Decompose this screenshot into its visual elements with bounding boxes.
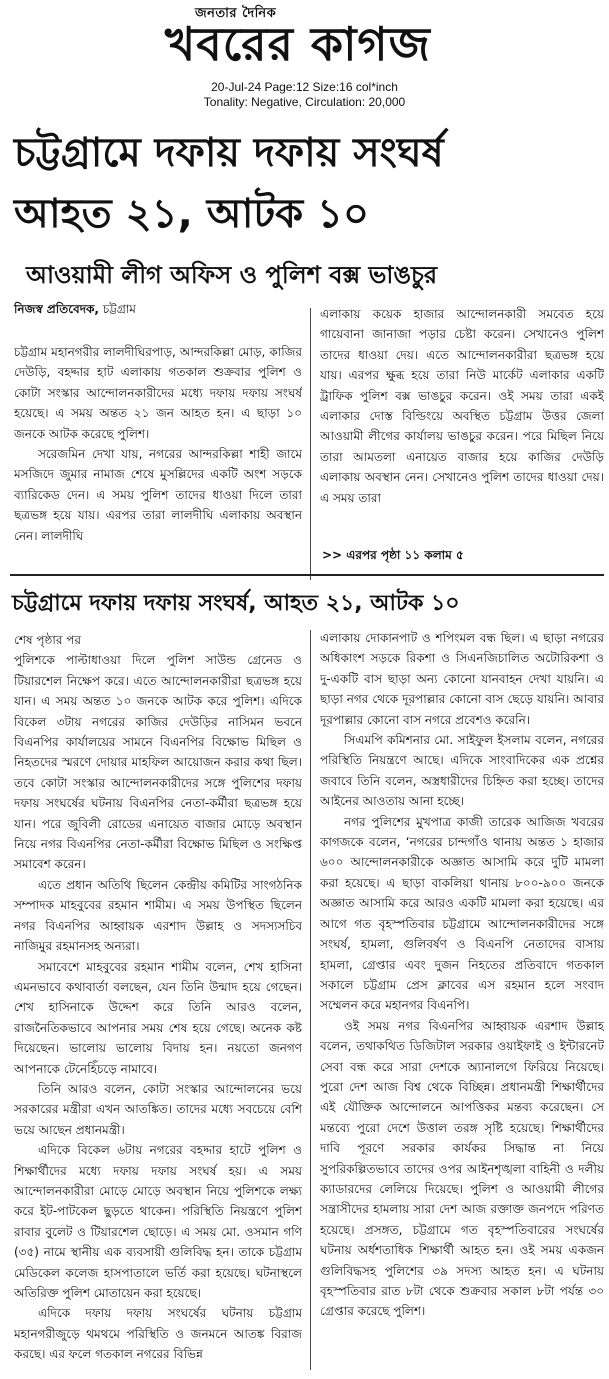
paragraph: পুলিশকে পাল্টাধাওয়া দিলে পুলিশ সাউন্ড গ্রেনেড ও টিয়ারশেল নিক্ষেপ করে। এতে আন্দোলনকারীরা ছত্রভঙ্গ হয়ে যান। এ সময় অন্তত ১০ জনকে আটক করে পুলিশ। এদিকে বিকেল ৩টায় নগরের কাজির দেউড়ির নাসিমন ভবনে বিএনপির কার্যালয়ের সামনে বিএনপির বিক্ষোভ মিছিল ও নিহতদের স্মরণে দোয়ার মাহফিল আয়োজন করার কথা ছিল। তবে কোটা সংস্কার আন্দোলনকারীদের সঙ্গে পুলিশের দফায় দফায় সংঘর্ষের ঘটনায় বিএনপির নেতা-কর্মীরা ছত্রভঙ্গ হয়ে যান। পরে জুবিলী রোডের এনায়েত বাজার মোড়ে অবস্থান নিয়ে নগর বিএনপির নেতা-কর্মীরা বিক্ষোভ মিছিল ও সংক্ষিপ্ত সমাবেশ করেন।: [14, 653, 302, 872]
article-column-1: [14, 342, 302, 554]
byline-author: নিজস্ব প্রতিবেদক,: [14, 302, 99, 316]
clipping-meta-tonality: Tonality: Negative, Circulation: 20,000: [203, 95, 406, 109]
byline: [14, 300, 304, 318]
continued-from-label: শেষ পৃষ্ঠার পর: [14, 633, 82, 647]
paragraph: এলাকায় দোকানপাট ও শপিংমল বন্ধ ছিল। এ ছাড়া নগরের অধিকাংশ সড়কে রিকশা ও সিএনজিচালিত অটোরিকশা ও দু-একটি বাস ছাড়া অন্য কোনো যানবাহন দেখা যায়নি। এ ছাড়া নগর থেকে দূরপাল্লার কোনো বাস ছেড়ে যায়নি। আবার দূরপাল্লার কোনো বাস নগরে প্রবেশও করেনি।: [320, 631, 604, 727]
headline-line-1: চট্টগ্রামে দফায় দফায় সংঘর্ষ: [14, 130, 444, 176]
paragraph: সিএমপি কমিশনার মো. সাইফুল ইসলাম বলেন, নগরের পরিস্থিতি নিয়ন্ত্রণে আছে। এদিকে সাংবাদিকের এক প্রশ্নের জবাবে তিনি বলেন, অস্ত্রধারীদের চিহ্নিত করা হচ্ছে। তাদের আইনের আওতায় আনা হচ্ছে।: [320, 733, 604, 809]
paragraph: এলাকায় কয়েক হাজার আন্দোলনকারী সমবেত হয়ে গায়েবানা জানাজা পড়ার চেষ্টা করেন। সেখানেও পুলিশ তাদের ধাওয়া দেয়। এতে আন্দোলনকারীরা ছত্রভঙ্গ হয়ে যায়। এরপর ক্ষুব্ধ হয়ে তারা নিউ মার্কেট এলাকার একটি ট্রাফিক পুলিশ বক্স ভাঙচুর করেন। ওই সময় তারা একই এলাকার দোস্ত বিল্ডিংয়ে অবস্থিত চট্টগ্রাম উত্তর জেলা আওয়ামী লীগের কার্যালয় ভাঙচুর করেন। পরে মিছিল নিয়ে তারা আমতলা এনায়েত বাজার হয়ে কাজির দেউড়ি এলাকায় অবস্থান নেন। সেখানেও পুলিশ তাদের ধাওয়া দেয়। এ সময় তারা: [320, 307, 604, 505]
newspaper-name: খবরের কাগজ: [165, 17, 431, 71]
paragraph: তিনি আরও বলেন, কোটা সংস্কার আন্দোলনের ভয়ে সরকারের মন্ত্রীরা এখন আতঙ্কিত। তাদের মধ্যে সবচেয়ে বেশি ভয়ে আছেন প্রধানমন্ত্রী।: [14, 1081, 302, 1137]
masthead: [0, 0, 609, 112]
section-divider: [10, 574, 604, 576]
paragraph: এদিকে দফায় দফায় সংঘর্ষের ঘটনায় চট্টগ্রাম মহানগরীজুড়ে থমথমে পরিস্থিতি ও জনমনে আতঙ্ক বিরাজ করছে। এর ফলে গতকাল নগরের বিভিন্ন: [14, 1306, 302, 1362]
paragraph: সরেজমিন দেখা যায়, নগরের আন্দরকিল্লা শাহী জামে মসজিদে জুমার নামাজ শেষে মুসল্লিদের একটি অংশ সড়কে ব্যারিকেড দেন। এ সময় পুলিশ তাদের ধাওয়া দিলে তারা ছত্রভঙ্গ হয়ে যায়। এরপর তারা লালদীঘি এলাকায় অবস্থান নেন। লালদীঘি: [14, 447, 302, 543]
paragraph: নগর পুলিশের মুখপাত্র কাজী তারেক আজিজ খবরের কাগজকে বলেন, ‘নগরের চান্দগাঁও থানায় অন্তত ১ হাজার ৬০০ আন্দোলনকারীকে অজ্ঞাত আসামি করে দুটি মামলা করা হয়েছে। এ ছাড়া বাকলিয়া থানায় ৮০০-৯০০ জনকে অজ্ঞাত আসামি করে আরও একটি মামলা করা হয়েছে। এর আগে গত বৃহস্পতিবার চট্টগ্রামে আন্দোলনকারীদের সঙ্গে সংঘর্ষ, হামলা, গুলিবর্ষণ ও বিএনপি নেতাদের বাসায় হামলা, গ্রেপ্তার এবং দুজন নিহতের প্রতিবাদে গতকাল সকালে চট্টগ্রাম প্রেস ক্লাবের এস রহমান হলে সংবাদ সম্মেলন করে মহানগর বিএনপি।: [320, 814, 604, 1013]
column-divider: [310, 308, 311, 580]
subheadline: আওয়ামী লীগ অফিস ও পুলিশ বক্স ভাঙচুর: [26, 261, 438, 289]
clipping-meta-date-size: 20-Jul-24 Page:12 Size:16 col*inch: [211, 80, 398, 94]
paragraph: চট্টগ্রাম মহানগরীর লালদীঘিরপাড়, আন্দরকিল্লা মোড়, কাজির দেউড়ি, বহদ্দার হাট এলাকায় গতকাল শুক্রবার পুলিশ ও কোটা সংস্কার আন্দোলনকারীদের মধ্যে দফায় দফায় সংঘর্ষ হয়েছে। এ সময় অন্তত ২১ জন আহত হন। এ ছাড়া ১০ জনকে আটক করেছে পুলিশ।: [14, 345, 302, 441]
continuation-headline: চট্টগ্রামে দফায় দফায় সংঘর্ষ, আহত ২১, আটক ১০: [12, 591, 460, 616]
column-divider: [310, 630, 311, 1370]
continuation-column-1: [14, 630, 302, 1366]
headline-line-2: আহত ২১, আটক ১০: [14, 191, 370, 237]
continuation-column-2: [320, 628, 604, 1373]
article-column-2: [320, 304, 604, 544]
masthead-tagline: জনতার দৈনিক: [195, 6, 277, 21]
byline-place: চট্টগ্রাম: [102, 302, 136, 316]
paragraph: সমাবেশে মাহবুবের রহমান শামীম বলেন, শেখ হাসিনা এমনভাবে কথাবার্তা বলছেন, যেন তিনি উন্মাদ হয়ে গেছেন। শেখ হাসিনাকে উদ্দেশ করে তিনি আরও বলেন, রাজনৈতিকভাবে আপনার সময় শেষ হয়ে গেছে। অনেক কষ্ট দিয়েছেন। ভালোয় ভালোয় বিদায় হন। নয়তো জনগণ আপনাকে টেনেহিঁচড়ে নামাবে।: [14, 959, 302, 1076]
continued-jump-line: >> এরপর পৃষ্ঠা ১১ কলাম ৫: [322, 548, 464, 562]
paragraph: এদিকে বিকেল ৬টায় নগরের বহদ্দার হাটে পুলিশ ও শিক্ষার্থীদের মধ্যে দফায় দফায় সংঘর্ষ হয়। এ সময় আন্দোলনকারীরা মোড়ে মোড়ে অবস্থান নিয়ে পুলিশকে লক্ষ্য করে ইট-পাটকেল ছুড়তে থাকেন। পরিস্থিতি নিয়ন্ত্রণে পুলিশ রাবার বুলেট ও টিয়ারশেল ছোড়ে। এ সময় মো. ওসমান গণি (৩৫) নামে স্থানীয় এক ব্যবসায়ী গুলিবিদ্ধ হন। তাকে চট্টগ্রাম মেডিকেল কলেজ হাসপাতালে ভর্তি করা হয়েছে। ঘটনাস্থলে অতিরিক্ত পুলিশ মোতায়েন করা হয়েছে।: [14, 1143, 302, 1300]
paragraph: ওই সময় নগর বিএনপির আহ্বায়ক এরশাদ উল্লাহ বলেন, তথাকথিত ডিজিটাল সরকার ওয়াইফাই ও ইন্টারনেট সেবা বন্ধ করে সারা দেশকে অ্যানালগে ফিরিয়ে নিয়েছে। পুরো দেশ আজ বিশ্ব থেকে বিচ্ছিন্ন। প্রধানমন্ত্রী শিক্ষার্থীদের এই যৌক্তিক আন্দোলনে আপত্তিকর মন্তব্য করেছেন। সে মন্তব্যে পুরো দেশে উত্তাল তরঙ্গ সৃষ্টি হয়েছে। শিক্ষার্থীদের দাবি পূরণে সরকার কার্যকর সিদ্ধান্ত না নিয়ে সুপরিকল্পিতভাবে তাদের ওপর আইনশৃঙ্খলা বাহিনী ও দলীয় ক্যাডারদের লেলিয়ে দিয়েছে। পুলিশ ও আওয়ামী লীগের সন্ত্রাসীদের হামলায় সারা দেশ আজ রক্তাক্ত জনপদে পরিণত হয়েছে। প্রসঙ্গত, চট্টগ্রামে গত বৃহস্পতিবারের সংঘর্ষের ঘটনায় অর্ধশতাধিক শিক্ষার্থী আহত হন। ওই সময় একজন গুলিবিদ্ধসহ পুলিশের ৩৯ সদস্য আহত হন। এ ঘটনায় বৃহস্পতিবার রাত ৮টা থেকে শুক্রবার সকাল ৮টা পর্যন্ত ৩০ গ্রেপ্তার করেছে পুলিশ।: [320, 1018, 604, 1319]
paragraph: এতে প্রধান অতিথি ছিলেন কেন্দ্রীয় কমিটির সাংগঠনিক সম্পাদক মাহবুবের রহমান শামীম। এ সময় উপস্থিত ছিলেন নগর বিএনপির আহ্বায়ক এরশাদ উল্লাহ ও সদস্যসচিব নাজিমুর রহমানসহ অন্যরা।: [14, 877, 302, 954]
